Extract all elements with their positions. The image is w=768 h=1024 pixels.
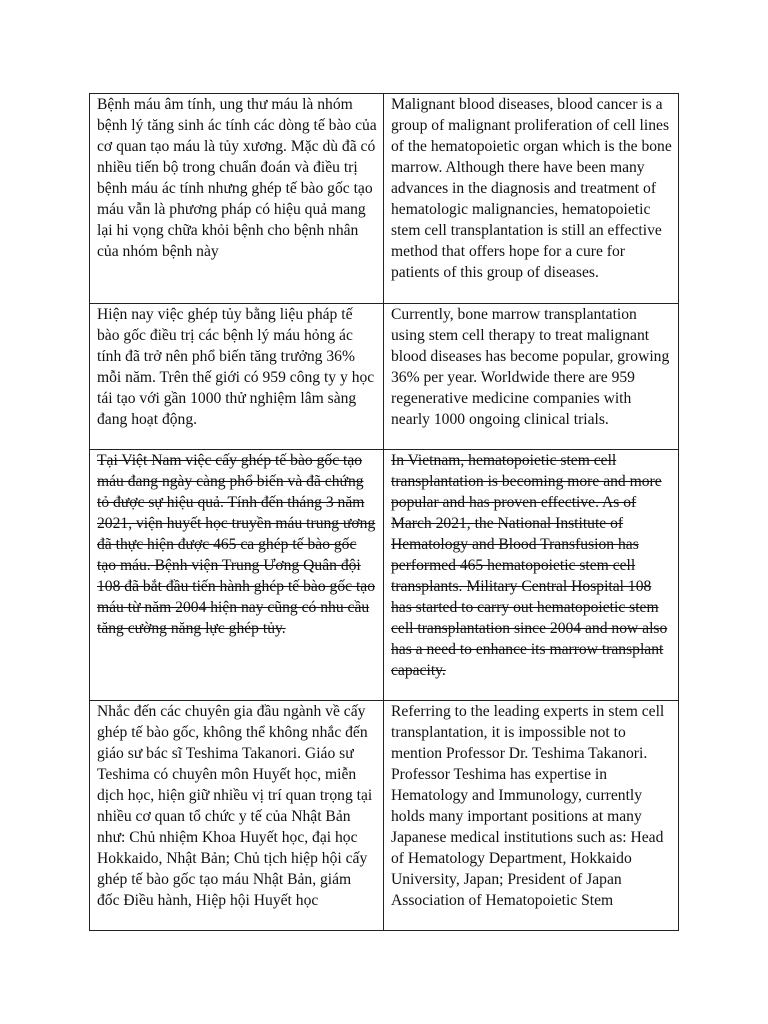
vietnamese-cell: [90, 94, 384, 304]
vietnamese-text-struck: Tại Việt Nam việc cấy ghép tế bào gốc tạo máu đang ngày càng phổ biến và đã chứng tỏ được sự hiệu quả. Tính đến tháng 3 năm 2021, viện huyết học truyền máu trung ương đã thực hiện được 465 ca ghép tế bào gốc tạo máu. Bệnh viện Trung Ương Quân đội 108 đã bắt đầu tiến hành ghép tế bào gốc tạo máu từ năm 2004 hiện nay cũng có nhu cầu tăng cường năng lực ghép tủy.: [97, 452, 376, 637]
vietnamese-text: Nhắc đến các chuyên gia đầu ngành về cấy ghép tế bào gốc, không thể không nhắc đến giáo sư bác sĩ Teshima Takanori. Giáo sư Teshima có chuyên môn Huyết học, miễn dịch học, hiện giữ nhiều vị trí quan trọng tại nhiều cơ quan tổ chức y tế của Nhật Bản như: Chủ nhiệm Khoa Huyết học, đại học Hokkaido, Nhật Bản; Chủ tịch hiệp hội cấy ghép tế bào gốc tạo máu Nhật Bản, giám đốc Điều hành, Hiệp hội Huyết học: [97, 703, 373, 909]
english-text: Referring to the leading experts in stem cell transplantation, it is impossible not to mention Professor Dr. Teshima Takanori. Professor Teshima has expertise in Hematology and Immunology, currently holds many important positions at many Japanese medical institutions such as: Head of Hematology Department, Hokkaido University, Japan; President of Japan Association of Hematopoietic Stem: [391, 703, 665, 909]
table-row: [90, 304, 679, 450]
bilingual-table: [89, 93, 679, 931]
english-cell: [384, 304, 679, 450]
table-row: [90, 94, 679, 304]
english-text-struck: In Vietnam, hematopoietic stem cell transplantation is becoming more and more popular and has proven effective. As of March 2021, the National Institute of Hematology and Blood Transfusion has performed 465 hematopoietic stem cell transplants. Military Central Hospital 108 has started to carry out hematopoietic stem cell transplantation since 2004 and now also has a need to enhance its marrow transplant capacity.: [391, 452, 668, 679]
table-row: [90, 701, 679, 931]
vietnamese-cell: [90, 450, 384, 701]
english-cell: [384, 701, 679, 931]
table-row: [90, 450, 679, 701]
english-cell: [384, 450, 679, 701]
vietnamese-text: Bệnh máu âm tính, ung thư máu là nhóm bệnh lý tăng sinh ác tính các dòng tế bào của cơ quan tạo máu là tủy xương. Mặc dù đã có nhiều tiến bộ trong chuẩn đoán và điều trị bệnh máu ác tính nhưng ghép tế bào gốc tạo máu vẫn là phương pháp có hiệu quả mang lại hi vọng chữa khỏi bệnh cho bệnh nhân của nhóm bệnh này: [97, 96, 377, 260]
vietnamese-cell: [90, 701, 384, 931]
vietnamese-cell: [90, 304, 384, 450]
english-text: Currently, bone marrow transplantation using stem cell therapy to treat malignant blood diseases has become popular, growing 36% per year. Worldwide there are 959 regenerative medicine companies with nearly 1000 ongoing clinical trials.: [391, 306, 670, 428]
english-text: Malignant blood diseases, blood cancer is a group of malignant proliferation of cell lines of the hematopoietic organ which is the bone marrow. Although there have been many advances in the diagnosis and treatment of hematologic malignancies, hematopoietic stem cell transplantation is still an effective method that offers hope for a cure for patients of this group of diseases.: [391, 96, 672, 281]
vietnamese-text: Hiện nay việc ghép tủy bằng liệu pháp tế bào gốc điều trị các bệnh lý máu hỏng ác tính đã trở nên phổ biến tăng trưởng 36% mỗi năm. Trên thế giới có 959 công ty y học tái tạo với gần 1000 thử nghiệm lâm sàng đang hoạt động.: [97, 306, 375, 428]
english-cell: [384, 94, 679, 304]
